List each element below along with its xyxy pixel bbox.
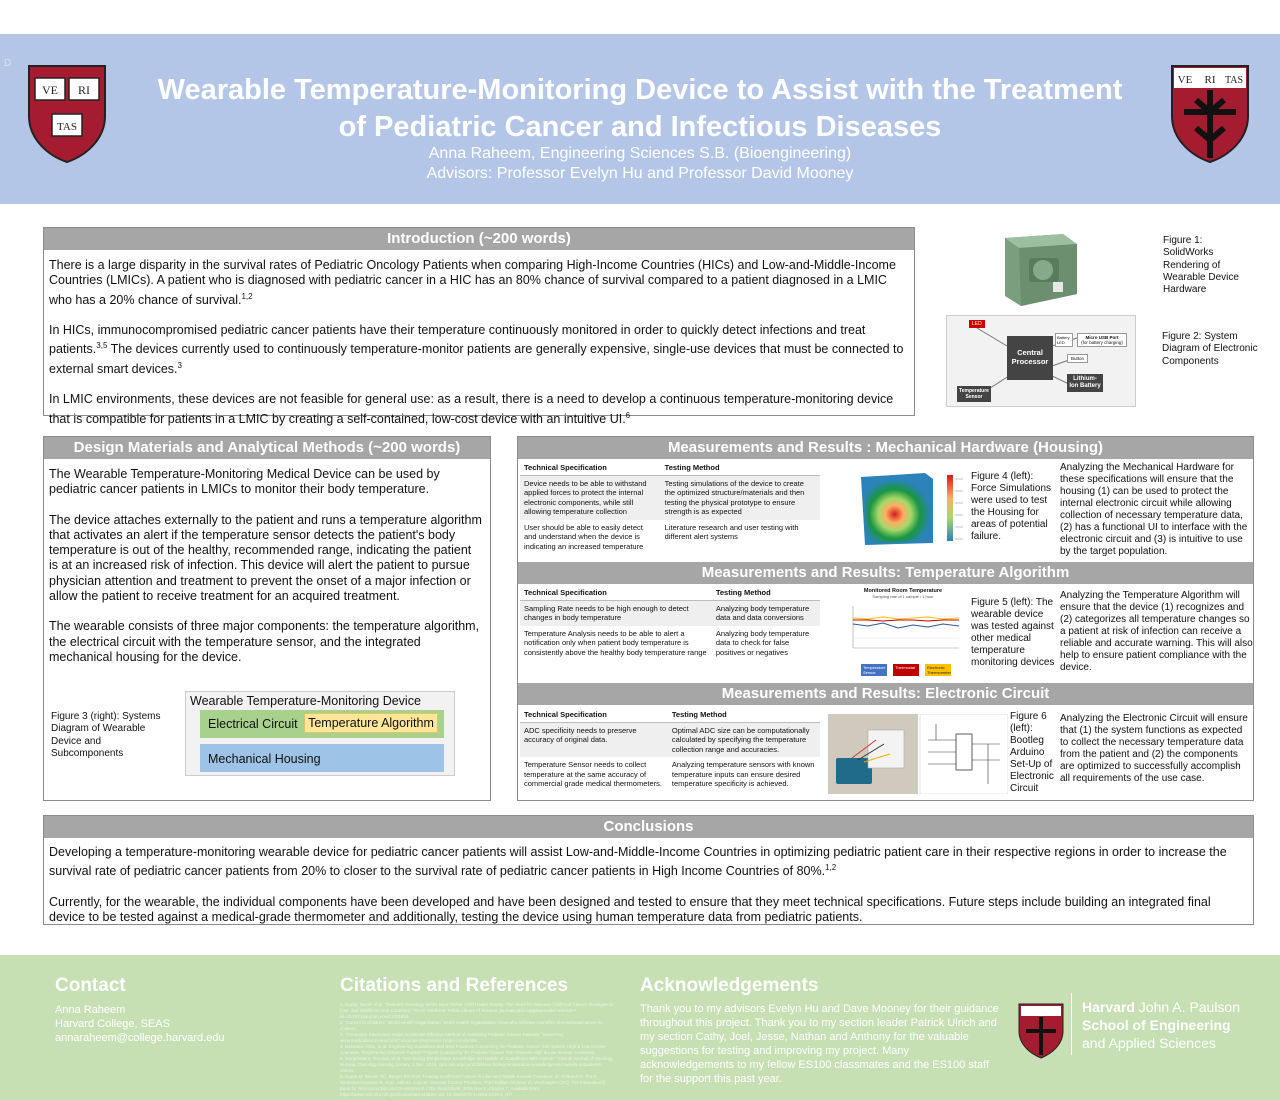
diagram-usb-port	[1077, 333, 1127, 347]
diagram-battery: Lithium-Ion Battery	[1067, 374, 1103, 392]
table-row	[520, 600, 820, 626]
diagram-battery-led: Battery LED	[1055, 333, 1073, 347]
temp-spec-table	[520, 586, 820, 660]
harvard-shield-left-icon	[27, 64, 107, 164]
figure-2-diagram	[946, 315, 1136, 407]
citation-4: 4. Nakaoka, Ariko, et al. Engineering Guidelines and Best Practices Concerning the Pediatric Cancer Sub-Sahara High & Low Income Countries, Engineering Sciences Portrait Projects (Catalyzing the Pediatric Cancer Sub-Saharan High & Low Income Countries).	[340, 1044, 606, 1055]
diagram-button: Button	[1067, 354, 1088, 363]
usb-port-sublabel: (for battery charging)	[1081, 340, 1123, 345]
elec-row-1-spec: ADC specificity needs to preserve accuracy of original data.	[520, 722, 668, 757]
figure-3-caption: Figure 3 (right): Systems Diagram of Wearable Device and Subcomponents	[51, 711, 161, 759]
citation-2: 2. "Cancer in Children." World Health Organization, World Health Organization, www.who.int/news-room/fact-sheets/detail/cancer-in-children.	[340, 1020, 604, 1031]
diagram-temperature-sensor: Temperature Sensor	[957, 386, 991, 402]
design-paragraph-2: The device attaches externally to the patient and runs a temperature algorithm that activates an alert if the temperature sensor detects the patient's body temperature is out of the healthy, recommended range, indicating the patient is at an increased risk of infection. This device will alert the patient to pursue physician attention and treatment to prevent the onset of a major infection or allow the patient to receive treatment for an acquired treatment.	[49, 512, 482, 604]
elec-row-1-method: Optimal ADC size can be computationally calculated by specifying the temperature collection range and accuracies.	[668, 722, 820, 757]
elec-row-2-spec: Temperature Sensor needs to collect temperature at the same accuracy of commercial grade medical thermometers.	[524, 760, 662, 788]
seas-divider	[1071, 993, 1072, 1055]
figure-4-caption: Figure 4 (left): Force Simulations were used to test the Housing for areas of potential failure.	[971, 471, 1052, 542]
seas-line-2: School of Engineering	[1082, 1017, 1231, 1033]
figure-1-caption: Figure 1: SolidWorks Rendering of Wearable Device Hardware	[1163, 235, 1239, 296]
temp-analysis: Analyzing the Temperature Algorithm will ensure that the device (1) recognizes and (2) categorizes all temperature changes so a patient at risk of infection can receive a reliable and accurate warning. This will also help to ensure patient compliance with the device.	[1060, 590, 1253, 673]
temp-col-spec: Technical Specification	[520, 586, 712, 600]
conclusions-heading: Conclusions	[44, 816, 1253, 838]
intro-panel	[43, 227, 915, 426]
results-panel	[517, 436, 1254, 801]
poster-header	[0, 34, 1280, 204]
mech-col-spec: Technical Specification	[520, 461, 661, 475]
table-row	[520, 722, 820, 757]
title-line-2: of Pediatric Cancer and Infectious Diseases	[338, 111, 942, 143]
temp-col-method: Testing Method	[712, 586, 820, 600]
design-panel	[43, 436, 491, 801]
temp-row-1-spec: Sampling Rate needs to be high enough to detect changes in body temperature	[520, 600, 712, 626]
figure-5-chart	[843, 588, 963, 680]
design-paragraph-3: The wearable consists of three major components: the temperature algorithm, the electrical circuit with the temperature sensor, and the integrated mechanical housing for the device.	[49, 619, 480, 664]
acknowledgements-heading: Acknowledgements	[640, 975, 819, 996]
design-heading: Design Materials and Analytical Methods (~200 words)	[44, 437, 490, 459]
citation-6: 6. Gupta M, Wewer SC, Berger BP, et al. Treating Confirmed Cancer in Low- and Middle-Income Countries. In: Gelband H, Jha P, Sankaranarayanan R, et al., editors. Cancer: Disease Control Priorities, Third Edition (Volume 3). Washington (DC): The International Bank for Reconstruction and Development / The World Bank; 2015 Nov 1. Chapter 7. Available from: https://www.ncbi.nlm.nih.gov/books/NBK343626/ doi: 10.1596/978-1-4648-0349-9_ch7	[340, 1074, 605, 1097]
mech-row-2-method: Literature research and user testing with different alert systems	[664, 522, 799, 541]
figure-2-caption: Figure 2: System Diagram of Electronic Components	[1162, 331, 1258, 367]
figure-4-force-simulation	[855, 467, 967, 549]
mech-row-1-method: Testing simulations of the device to create the optimized structure/materials and then testing the physical prototype to ensure strength is as expected	[661, 475, 820, 520]
mech-row-1-spec: Device needs to be able to withstand applied forces to protect the internal electronic components, while still allowing temperature collection	[520, 475, 661, 520]
mech-spec-table	[520, 461, 820, 554]
figure-5-legend	[861, 664, 951, 676]
mech-heading: Measurements and Results : Mechanical Hardware (Housing)	[518, 437, 1253, 459]
intro-paragraph-3: In LMIC environments, these devices are not feasible for general use: as a result, there is a need to develop a continuous temperature-monitoring device that is compatible for patients in a LMIC by creating a self-contained, low-cost device with an intuitive UI.$^6$	[49, 392, 894, 426]
shield-word-ve-right: VE	[1177, 74, 1193, 86]
shield-word-ri: RI	[78, 83, 90, 97]
poster-authors	[110, 144, 1170, 184]
conclusions-paragraph-2: Currently, for the wearable, the individual components have been developed and have been designed and tested to ensure that they meet technical specifications. Future steps include building an integrated final device to be tested against a medical-grade thermometer and additionally, testing the device using human temperature data from pediatric patients.	[49, 894, 1211, 925]
usb-port-label: Micro USB Port	[1085, 335, 1119, 340]
advisors-line: Advisors: Professor Evelyn Hu and Professor David Mooney	[426, 165, 854, 182]
temp-heading: Measurements and Results: Temperature Algorithm	[518, 562, 1253, 584]
acknowledgements-text: Thank you to my advisors Evelyn Hu and Dave Mooney for their guidance throughout this project. Thank you to my section leader Patrick Ulrich and my section Cathy, Joel, Jesse, Nathan and Anthony for the valuable suggestions for testing and improving my project. Many acknowledgements to my fellow ES100 classmates and the ES100 staff for the support this past year.	[640, 1003, 999, 1085]
table-row	[520, 475, 820, 520]
temp-row-2-spec: Temperature Analysis needs to be able to alert a notification only when patient body temperature is consistently above the healthy body temperature range	[524, 628, 707, 657]
design-paragraph-1: The Wearable Temperature-Monitoring Medical Device can be used by pediatric cancer patients in LMICs to monitor their body temperature.	[49, 467, 440, 497]
title-line-1: Wearable Temperature-Monitoring Device to Assist with the Treatment	[157, 74, 1123, 106]
figure-1-render	[993, 230, 1083, 310]
table-row	[520, 626, 820, 661]
series-line-sensor	[853, 623, 959, 628]
diagram-led: LED	[969, 320, 985, 328]
contact-block	[55, 1003, 295, 1045]
seas-line-1: Harvard John A. Paulson	[1082, 999, 1240, 1015]
figure-3-electrical-circuit	[200, 710, 444, 738]
figure-5-chart-subtitle: Sampling rate of 1 sample / 1 hour	[872, 594, 934, 599]
poster-title	[110, 72, 1170, 146]
figure-6-caption: Figure 6 (left): Bootleg Arduino Set-Up of Electronic Circuit	[1010, 711, 1054, 794]
shield-word-tas-right: TAS	[1224, 75, 1244, 86]
citations-heading: Citations and References	[340, 975, 569, 996]
elec-spec-table	[520, 708, 820, 792]
corner-mark: D	[4, 58, 12, 69]
citation-3: 3. "Consumer Electronics Helps Accelerate Effective Method of Assessing Pediatric Cancer Patients." NewsTrax, www.medicaltextreview.com/Consumer-Electronics-Helps-Accelerate.	[340, 1032, 565, 1043]
conclusions-panel	[43, 815, 1254, 925]
seas-line-3: and Applied Sciences	[1082, 1035, 1216, 1051]
temp-row-2-method: Analyzing body temperature data to check for false positives or negatives	[715, 628, 810, 657]
mech-analysis: Analyzing the Mechanical Hardware for these specifications will ensure that the housing (1) can be used to protect the internal electronic circuit while allowing collection of necessary temperature data, (2) has a functional UI to interface with the electronic circuit and (3) is intuitive to use by the target population.	[1060, 462, 1248, 557]
shield-word-tas: TAS	[57, 121, 77, 133]
table-row	[520, 757, 820, 792]
figure-3-temperature-algorithm: Temperature Algorithm	[304, 713, 438, 733]
contact-name: Anna Raheem	[55, 1004, 126, 1016]
figure-5-caption: Figure 5 (left): The wearable device was tested against other medical temperature monitoring devices	[971, 597, 1055, 668]
mech-col-method: Testing Method	[661, 461, 820, 475]
figure-6-arduino-photo	[828, 714, 1008, 794]
figure-3-mechanical-housing	[200, 744, 444, 772]
intro-paragraph-2: In HICs, immunocompromised pediatric cancer patients have their temperature continuously monitored in order to quickly detect infections and treat patients.$^{3,5}$ The devices currently used to continuously temperature-monitor patients are generally expensive, single-use devices that must be connected to external smart devices.$^3$	[49, 323, 904, 376]
figure-3-title: Wearable Temperature-Monitoring Device	[190, 694, 421, 708]
author-line: Anna Raheem, Engineering Sciences S.B. (Bioengineering)	[428, 145, 852, 162]
mechanical-housing-label: Mechanical Housing	[208, 752, 321, 766]
contact-email[interactable]: annaraheem@college.harvard.edu	[55, 1032, 225, 1044]
elec-row-2-method: Analyzing temperature sensors with known temperature inputs can ensure desired temperature specificity is achieved.	[671, 760, 815, 788]
figure-5-chart-title: Monitored Room Temperature	[863, 588, 943, 594]
intro-paragraph-1: There is a large disparity in the survival rates of Pediatric Oncology Patients when comparing High-Income Countries (HICs) and Low-and-Middle-Income Countries (LMICs). A patient who is diagnosed with pediatric cancer in a HIC has an 80% chance of survival compared to a patient diagnosed in a LMIC who has a 20% chance of survival.$^{1,2}$	[49, 258, 896, 307]
series-line-thermostat	[853, 620, 959, 621]
seas-shield-right-icon	[1170, 64, 1250, 164]
shield-word-ri-right: RI	[1204, 74, 1216, 86]
elec-col-spec: Technical Specification	[520, 708, 668, 722]
seas-wordmark	[1082, 998, 1240, 1052]
citation-1: 1. Gupta, Sumit, et al. "Pediatric Oncology as the Next Global Child Health Priority: The Need for National Childhood Cancer Strategies in Low- and Middle-Income Countries." PLOS Medicine, Public Library of Science, journals.plos.org/plosmedicine/article?id=10.1371/journal.pmed.1001656.	[340, 1002, 614, 1019]
mech-row-2-spec: User should be able to easily detect and understand when the device is indicating an increased temperature	[524, 522, 644, 551]
elec-col-method: Testing Method	[668, 708, 820, 722]
legend-sensor: Temperature Sensor	[863, 665, 886, 675]
series-line-thermometer	[853, 617, 959, 619]
contact-heading: Contact	[55, 975, 126, 996]
legend-thermostat: Thermostat	[893, 664, 919, 676]
table-row	[520, 520, 820, 555]
shield-word-ve: VE	[42, 83, 58, 97]
citations-list	[340, 1002, 615, 1098]
electrical-circuit-label: Electrical Circuit	[208, 717, 298, 731]
seas-shield-footer-icon	[1018, 1003, 1064, 1059]
citation-5: 5. Morgenstern, Thomas, et al. "Monitoring Temperature Knowledge and Beliefs of Outpatients With Cancer." Clinical Journal of Oncology Nursing, Oncology Nursing Society, 1 Dec. 2019, cjon.ons.org/cjon/23/6/monitoring-temperature-knowledge-and-beliefs-outpatients-cancer.	[340, 1056, 614, 1073]
elec-analysis: Analyzing the Electronic Circuit will ensure that (1) the system functions as expected to collect the necessary temperature data from the patient and (2) the components are optimized to successfully accomplish all requirements of the use case.	[1060, 713, 1248, 784]
legend-thermometer: Electronic Thermometer	[927, 665, 952, 675]
intro-heading: Introduction (~200 words)	[44, 228, 914, 250]
conclusions-paragraph-1: Developing a temperature-monitoring wearable device for pediatric cancer patients will assist Low-and-Middle-Income Countries in optimizing pediatric patient care in their respective regions in order to increase the survival rate of pediatric cancer patients from 20% to closer to the survival rate of pediatric cancer patients in High Income Countries of 80%.$^{1,2}$	[49, 845, 1227, 879]
figure-3-diagram	[185, 691, 455, 776]
contact-school: Harvard College, SEAS	[55, 1018, 170, 1030]
diagram-central-processor: Central Processor	[1007, 336, 1053, 380]
temp-row-1-method: Analyzing body temperature data and data conversions	[712, 600, 820, 626]
elec-heading: Measurements and Results: Electronic Circuit	[518, 683, 1253, 705]
